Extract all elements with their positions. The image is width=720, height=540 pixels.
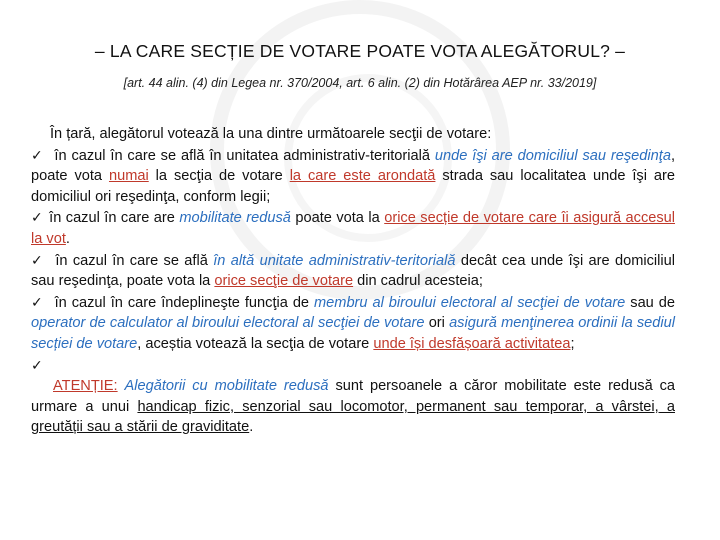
item2-text-e: . bbox=[65, 230, 70, 247]
item4-text-c: sau de bbox=[630, 294, 675, 311]
check-icon: ✓ bbox=[31, 146, 44, 163]
item1-emphasis: unde îşi are domiciliul sau reşedinţa bbox=[434, 147, 671, 164]
attention-label: ATENȚIE: bbox=[53, 378, 118, 395]
item3-text-c: decât cea unde îşi are domiciliul sau reşedinţa, poate vota la bbox=[31, 252, 675, 290]
item3-any-station: orice secţie de votare bbox=[214, 273, 354, 290]
item3-text-a: în cazul în care se află bbox=[55, 252, 208, 269]
item1-text-e: la secţia de votare bbox=[155, 168, 283, 185]
note-text-b: sunt persoanele a căror mobilitate este redusă ca urmare a unui bbox=[31, 378, 676, 415]
item2-emphasis: mobilitate redusă bbox=[179, 210, 291, 227]
note-paragraph bbox=[31, 376, 675, 438]
note-text-d: . bbox=[249, 419, 254, 436]
list-item bbox=[31, 207, 675, 249]
item1-arondata: la care este arondată bbox=[289, 168, 436, 185]
list-item bbox=[31, 145, 675, 208]
item2-text-a: în cazul în care are bbox=[49, 210, 175, 227]
item4-text-e: ori bbox=[428, 315, 445, 332]
item1-numai: numai bbox=[108, 168, 149, 185]
item4-text-i: ; bbox=[570, 335, 575, 352]
check-icon: ✓ bbox=[31, 251, 45, 268]
item4-text-a: în cazul în care îndeplineşte funcţia de bbox=[54, 294, 310, 311]
item2-text-c: poate vota la bbox=[295, 210, 380, 227]
item3-text-e: din cadrul acesteia; bbox=[357, 273, 483, 290]
item4-operator: operator de calculator al biroului electoral al secţiei de votare bbox=[31, 315, 425, 332]
list-item bbox=[31, 250, 675, 292]
list-item bbox=[31, 292, 675, 355]
item4-member: membru al biroului electoral al secţiei de votare bbox=[314, 294, 626, 311]
item1-text-g: strada sau localitatea unde îşi are domiciliul ori reşedinţa, conform legii; bbox=[31, 168, 675, 205]
legal-reference: [art. 44 alin. (4) din Legea nr. 370/2004, art. 6 alin. (2) din Hotărârea AEP nr. 33/2019] bbox=[123, 76, 597, 90]
item2-any-station: orice secție de votare care îi asigură accesul la vot bbox=[31, 210, 676, 247]
item1-text-c: , poate vota bbox=[31, 147, 675, 185]
check-icon: ✓ bbox=[31, 356, 43, 373]
page-title: – LA CARE SECȚIE DE VOTARE POATE VOTA ALEGĂTORUL? – bbox=[94, 41, 626, 61]
item4-order: asigură menţinerea ordinii la sediul secției de votare bbox=[31, 315, 675, 352]
item4-workplace: unde își desfășoară activitatea bbox=[373, 335, 571, 352]
list-item bbox=[31, 355, 675, 377]
item1-text-a: în cazul în care se află în unitatea administrativ-teritorială bbox=[54, 147, 430, 164]
note-emphasis: Alegătorii cu mobilitate redusă bbox=[124, 378, 329, 395]
check-icon: ✓ bbox=[31, 293, 44, 310]
intro-paragraph: În țară, alegătorul votează la una dintre următoarele secţii de votare: bbox=[50, 126, 492, 142]
note-underlined: handicap fizic, senzorial sau locomotor, permanent sau temporar, a vârstei, a greutății sau a stării de graviditate bbox=[31, 398, 675, 436]
item4-text-g: , aceștia votează la secţia de votare bbox=[137, 335, 370, 352]
item3-emphasis: în altă unitate administrativ-teritorială bbox=[213, 252, 456, 269]
document-body bbox=[31, 124, 675, 438]
check-icon: ✓ bbox=[31, 209, 44, 226]
